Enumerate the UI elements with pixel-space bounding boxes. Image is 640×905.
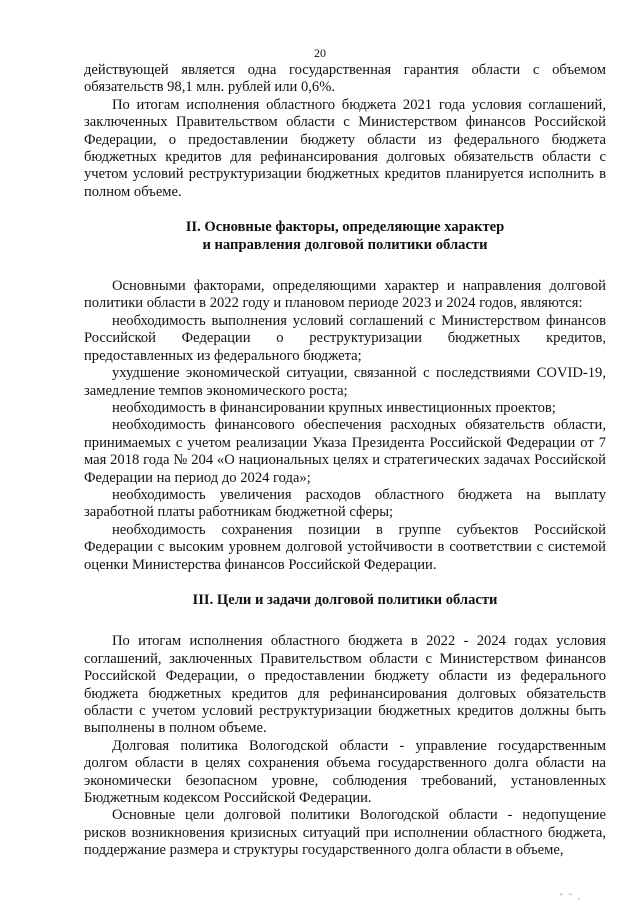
section-3-paragraph: По итогам исполнения областного бюджета в 2022 - 2024 годах условия соглашений, заключенных Правительством области с Министерством финансов Российской Федерации, о предоставлении бюджету области из федерального бюджета бюджетных кредитов для рефинансирования долговых обязательств области с учетом условий реструктуризации бюджетных кредитов должны быть выполнены в полном объеме.	[84, 633, 606, 737]
document-body	[84, 62, 606, 860]
section-2-heading	[84, 219, 606, 254]
section-3-heading: III. Цели и задачи долговой политики области	[192, 591, 498, 608]
section-3-paragraph: Основные цели долговой политики Вологодской области - недопущение рисков возникновения кризисных ситуаций при исполнении областного бюджета, поддержание размера и структуры государственного долга области в объеме,	[84, 807, 606, 859]
page-number: 20	[314, 46, 326, 60]
section-2-paragraph: необходимость увеличения расходов областного бюджета на выплату заработной платы работникам бюджетной сферы;	[84, 486, 606, 521]
section-2-paragraph: необходимость финансового обеспечения расходных обязательств области, принимаемых с учетом реализации Указа Президента Российской Федерации от 7 мая 2018 года № 204 «О национальных целях и стратегических задачах Российской Федерации на период до 2024 года»;	[84, 417, 606, 486]
section-2-paragraph: ухудшение экономической ситуации, связанной с последствиями COVID-19, замедление темпов экономического роста;	[84, 365, 606, 399]
intro-paragraph-1: действующей является одна государственная гарантия области с объемом обязательств 98,1 млн. рублей или 0,6%.	[84, 62, 606, 96]
section-2-title-line-2: и направления долговой политики области	[202, 236, 488, 253]
section-2-paragraph: необходимость в финансировании крупных инвестиционных проектов;	[112, 399, 556, 416]
section-2-paragraph: Основными факторами, определяющими характер и направления долговой политики области в 2022 году и плановом периоде 2023 и 2024 годов, являются:	[84, 278, 606, 312]
section-3-body	[84, 633, 606, 859]
section-2-body	[84, 278, 606, 574]
intro-paragraph-2: По итогам исполнения областного бюджета 2021 года условия соглашений, заключенных Правительством области с Министерством финансов Российской Федерации, о предоставлении бюджету области из федерального бюджета бюджетных кредитов для рефинансирования долговых обязательств области с учетом условий реструктуризации бюджетных кредитов планируется исполнить в полном объеме.	[84, 96, 606, 200]
scan-mark: " " ,	[559, 892, 582, 901]
section-2-paragraph: необходимость сохранения позиции в группе субъектов Российской Федерации с высоким уровнем долговой устойчивости в соответствии с системой оценки Министерства финансов Российской Федерации.	[84, 521, 606, 573]
section-2-paragraph: необходимость выполнения условий соглашений с Министерством финансов Российской Федерации о реструктуризации бюджетных кредитов, предоставленных из федерального бюджета;	[84, 312, 606, 364]
section-2-title-line-1: II. Основные факторы, определяющие характер	[185, 219, 505, 236]
section-3-paragraph: Долговая политика Вологодской области - управление государственным долгом области в целях сохранения объема государственного долга области на экономически безопасном уровне, соблюдения требований, установленных Бюджетным кодексом Российской Федерации.	[84, 737, 606, 807]
